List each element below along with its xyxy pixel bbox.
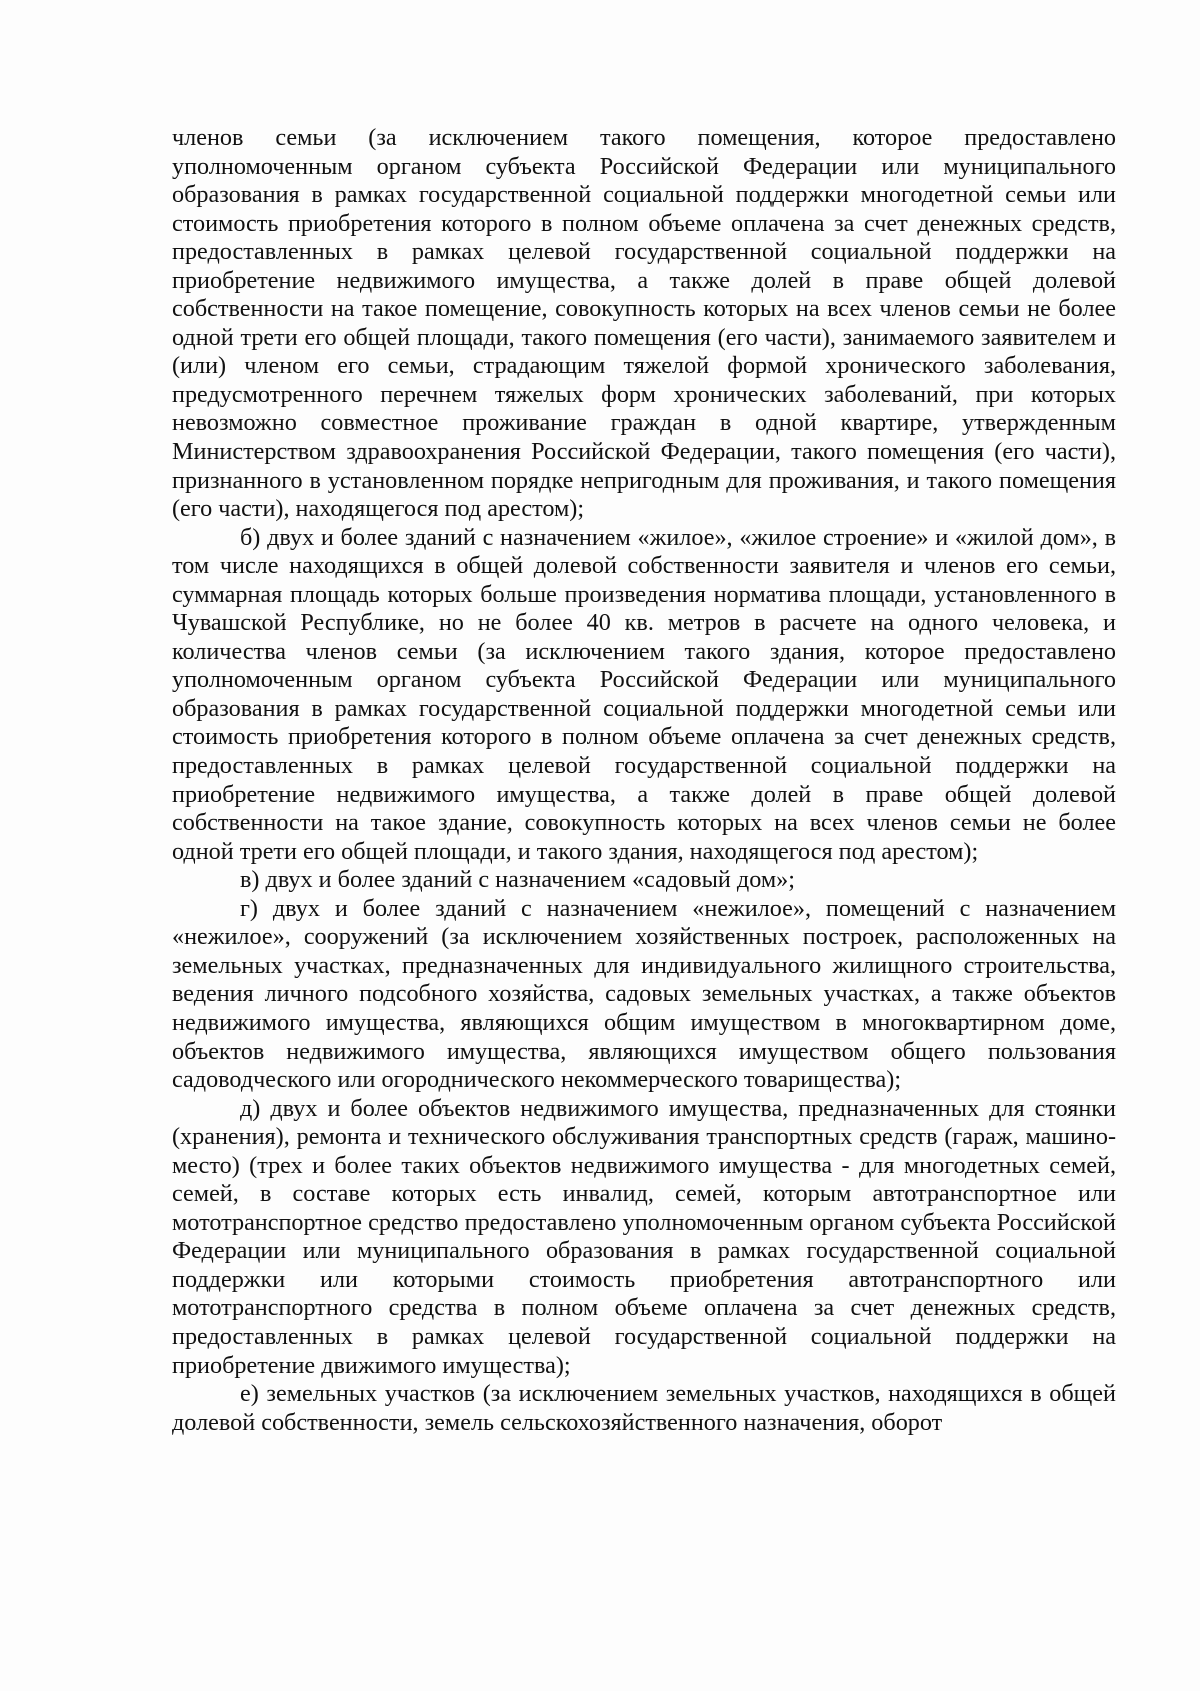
document-body bbox=[172, 124, 1116, 1437]
paragraph-item-b: б) двух и более зданий с назначением «жилое», «жилое строение» и «жилой дом», в том числе находящихся в общей долевой собственности заявителя и членов его семьи, суммарная площадь которых больше произведения норматива площади, установленного в Чувашской Республике, но не более 40 кв. метров в расчете на одного человека, и количества членов семьи (за исключением такого здания, которое предоставлено уполномоченным органом субъекта Российской Федерации или муниципального образования в рамках государственной социальной поддержки многодетной семьи или стоимость приобретения которого в полном объеме оплачена за счет денежных средств, предоставленных в рамках целевой государственной социальной поддержки на приобретение недвижимого имущества, а также долей в праве общей долевой собственности на такое здание, совокупность которых на всех членов семьи не более одной трети его общей площади, и такого здания, находящегося под арестом); bbox=[172, 523, 1116, 865]
paragraph-item-d: д) двух и более объектов недвижимого имущества, предназначенных для стоянки (хранения), ремонта и технического обслуживания транспортных средств (гараж, машино-место) (трех и более таких объектов недвижимого имущества - для многодетных семей, семей, в составе которых есть инвалид, семей, которым автотранспортное или мототранспортное средство предоставлено уполномоченным органом субъекта Российской Федерации или муниципального образования в рамках государственной социальной поддержки или которыми стоимость приобретения автотранспортного или мототранспортного средства в полном объеме оплачена за счет денежных средств, предоставленных в рамках целевой государственной социальной поддержки на приобретение движимого имущества); bbox=[172, 1094, 1116, 1379]
paragraph-item-g: г) двух и более зданий с назначением «нежилое», помещений с назначением «нежилое», сооружений (за исключением хозяйственных построек, расположенных на земельных участках, предназначенных для индивидуального жилищного строительства, ведения личного подсобного хозяйства, садовых земельных участках, а также объектов недвижимого имущества, являющихся общим имуществом в многоквартирном доме, объектов недвижимого имущества, являющихся имуществом общего пользования садоводческого или огороднического некоммерческого товарищества); bbox=[172, 894, 1116, 1094]
paragraph-item-e: е) земельных участков (за исключением земельных участков, находящихся в общей долевой собственности, земель сельскохозяйственного назначения, оборот bbox=[172, 1380, 1116, 1436]
paragraph-item-v: в) двух и более зданий с назначением «садовый дом»; bbox=[240, 866, 795, 894]
paragraph-continuation: членов семьи (за исключением такого помещения, которое предоставлено уполномоченным органом субъекта Российской Федерации или муниципального образования в рамках государственной социальной поддержки многодетной семьи или стоимость приобретения которого в полном объеме оплачена за счет денежных средств, предоставленных в рамках целевой государственной социальной поддержки на приобретение недвижимого имущества, а также долей в праве общей долевой собственности на такое помещение, совокупность которых на всех членов семьи не более одной трети его общей площади, такого помещения (его части), занимаемого заявителем и (или) членом его семьи, страдающим тяжелой формой хронического заболевания, предусмотренного перечнем тяжелых форм хронических заболеваний, при которых невозможно совместное проживание граждан в одной квартире, утвержденным Министерством здравоохранения Российской Федерации, такого помещения (его части), признанного в установленном порядке непригодным для проживания, и такого помещения (его части), находящегося под арестом); bbox=[172, 124, 1116, 523]
